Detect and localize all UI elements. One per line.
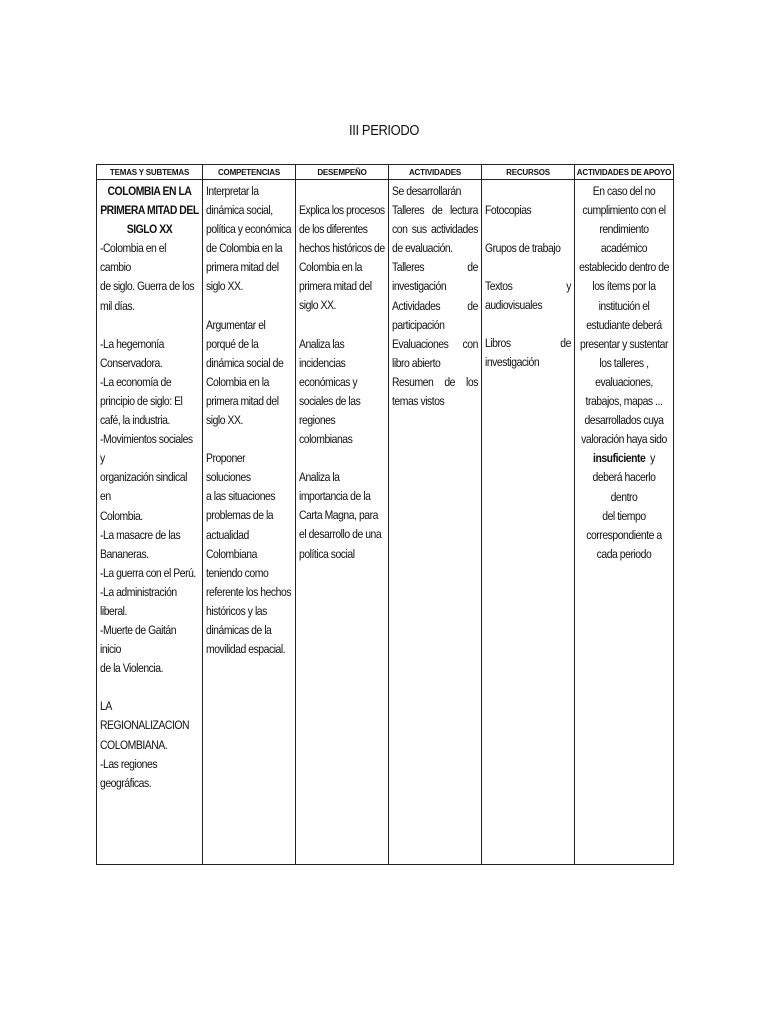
apoyo-line: cumplimiento con el [582,203,666,218]
word: de [467,298,478,313]
competencia-line: Proponer soluciones [206,451,251,485]
word: Evaluaciones [392,336,449,351]
planning-table [96,164,674,865]
temas-line: -La guerra con el Perú. [100,565,196,580]
table-row [97,180,674,865]
desempeno-line: colombianas [299,432,353,447]
desempeno-line: regiones [299,412,336,427]
competencia-line: política y económica [206,222,292,237]
temas-line: COLOMBIANA. [100,737,168,752]
desempeno-line: hechos históricos de [299,241,385,256]
desempeno-line: sociales de las [299,393,361,408]
competencia-line: dinámica social, [206,203,273,218]
cell-desempeno [296,180,389,865]
cell-competencias [203,180,296,865]
competencia-line: siglo XX. [206,413,243,428]
temas-line: Bananeras. [100,546,149,561]
apoyo-line: académico [600,241,648,256]
apoyo-line: desarrollados cuya [584,413,664,428]
word: de [431,203,443,218]
word: actividades [430,222,478,237]
apoyo-line: correspondiente a [586,527,662,542]
recurso-line: Grupos de trabajo [485,241,561,256]
competencia-line: primera mitad del [206,393,279,408]
cell-recursos [482,180,575,865]
temas-line: organización sindical en [100,470,187,504]
temas-heading-line: PRIMERA MITAD DEL [100,203,199,218]
table-header-row [97,165,674,180]
word: Talleres [392,203,425,218]
competencia-line: dinámicas de la [206,622,272,637]
actividad-line [392,335,478,354]
competencia-line: siglo XX. [206,279,243,294]
competencia-line: a las situaciones [206,489,276,504]
apoyo-line: cada periodo [596,546,652,561]
competencia-line: primera mitad del [206,260,279,275]
word: Textos [485,279,513,294]
desempeno-line: Analiza las [299,336,345,351]
apoyo-line: valoración haya sido [581,432,667,447]
word: de [467,260,478,275]
apoyo-line: evaluaciones, [595,374,653,389]
temas-line: principio de siglo: El [100,393,183,408]
apoyo-line: deberá hacerlo dentro [592,470,656,504]
insuficiente-text: insuficiente [593,451,646,466]
temas-line: geográficas. [100,775,152,790]
actividad-line [392,220,478,239]
desempeno-line: importancia de la [299,489,371,504]
apoyo-line: del tiempo [602,508,646,523]
desempeno-line: económicas y [299,374,358,389]
apoyo-line: los ítems por la [592,279,656,294]
temas-line: -Movimientos sociales y [100,432,193,466]
recurso-line [485,277,571,296]
competencia-line: de Colombia en la [206,241,283,256]
desempeno-line: Analiza la [299,470,340,485]
actividad-line: Se desarrollarán [392,184,461,198]
actividad-line [392,258,478,277]
word: con [462,336,478,351]
recurso-line: audiovisuales [485,298,543,313]
competencia-line: teniendo como [206,565,269,580]
apoyo-line: estudiante deberá [586,317,662,332]
desempeno-line: Colombia en la [299,260,362,275]
word: los [466,374,478,389]
header-actividades: ACTIVIDADES [389,165,482,180]
word: sus [411,222,427,237]
temas-line: -Las regiones [100,756,158,771]
temas-line: -La administración [100,584,177,599]
temas-line: -Muerte de Gaitán inicio [100,623,177,657]
competencia-line: Colombiana [206,546,257,561]
competencia-line: Interpretar la [206,184,259,198]
cell-temas [97,180,203,865]
word: Resumen [392,374,434,389]
competencia-line: Colombia en la [206,374,269,389]
word: Talleres [392,260,425,275]
temas-heading-line: COLOMBIA EN LA [107,184,192,198]
apoyo-line: los talleres , [599,355,649,370]
desempeno-line: política social [299,546,355,561]
actividad-line: temas vistos [392,394,445,409]
word: Actividades [392,298,441,313]
competencia-line: movilidad espacial. [206,642,286,657]
apoyo-line: rendimiento [599,222,649,237]
word: de [560,336,571,351]
temas-line: -Colombia en el cambio [100,241,166,275]
header-recursos: RECURSOS [482,165,575,180]
actividad-line [392,201,478,220]
temas-line: Colombia. [100,508,143,523]
actividad-line: libro abierto [392,355,441,370]
page-title: III PERIODO [348,122,420,139]
temas-line: de la Violencia. [100,661,164,676]
apoyo-line: trabajos, mapas ... [585,394,663,409]
word: lectura [449,203,478,218]
temas-line: café, la industria. [100,413,170,428]
cell-apoyo [575,180,674,865]
word: con [392,222,408,237]
recurso-line [485,334,571,353]
header-desempeno: DESEMPEÑO [296,165,389,180]
desempeno-line: de los diferentes [299,222,368,237]
competencia-line: porqué de la [206,336,259,351]
temas-line: -La hegemonía [100,336,165,351]
desempeno-line: Explica los procesos [299,203,385,217]
header-apoyo: ACTIVIDADES DE APOYO [575,165,674,180]
apoyo-line: institución el [598,298,650,313]
apoyo-line: establecido dentro de [579,260,669,275]
desempeno-line: siglo XX. [299,298,336,313]
actividad-line [392,297,478,316]
temas-line: mil días. [100,298,135,313]
competencia-line: dinámica social de [206,355,284,370]
word: y [566,279,571,294]
word: Libros [485,336,511,351]
desempeno-line: incidencias [299,355,346,370]
actividad-line: investigación [392,279,447,294]
temas-line: de siglo. Guerra de los [100,279,195,294]
actividad-line: de evaluación. [392,241,453,256]
cell-actividades [389,180,482,865]
temas-line: Conservadora. [100,355,163,370]
actividad-line [392,373,478,392]
competencia-line: actualidad [206,527,249,542]
desempeno-line: el desarrollo de una [299,527,382,542]
word: de [444,374,455,389]
word: y [645,451,655,466]
actividad-line: participación [392,317,445,332]
temas-line: LA REGIONALIZACION [100,699,190,733]
desempeno-line: Carta Magna, para [299,508,378,523]
recurso-line: investigación [485,355,540,370]
desempeno-line: primera mitad del [299,279,372,294]
competencia-line: Argumentar el [206,317,266,332]
header-competencias: COMPETENCIAS [203,165,296,180]
competencia-line: problemas de la [206,508,274,523]
apoyo-line: presentar y sustentar [579,336,669,351]
competencia-line: referente los hechos [206,584,292,599]
temas-line: -La economía de [100,374,172,389]
temas-line: -La masacre de las [100,527,181,542]
temas-heading-line: SIGLO XX [126,222,173,237]
temas-line: liberal. [100,603,127,618]
header-temas: TEMAS Y SUBTEMAS [97,165,203,180]
apoyo-line: En caso del no [592,184,656,198]
competencia-line: históricos y las [206,603,267,618]
recurso-line: Fotocopias [485,203,532,217]
apoyo-line [578,449,670,468]
